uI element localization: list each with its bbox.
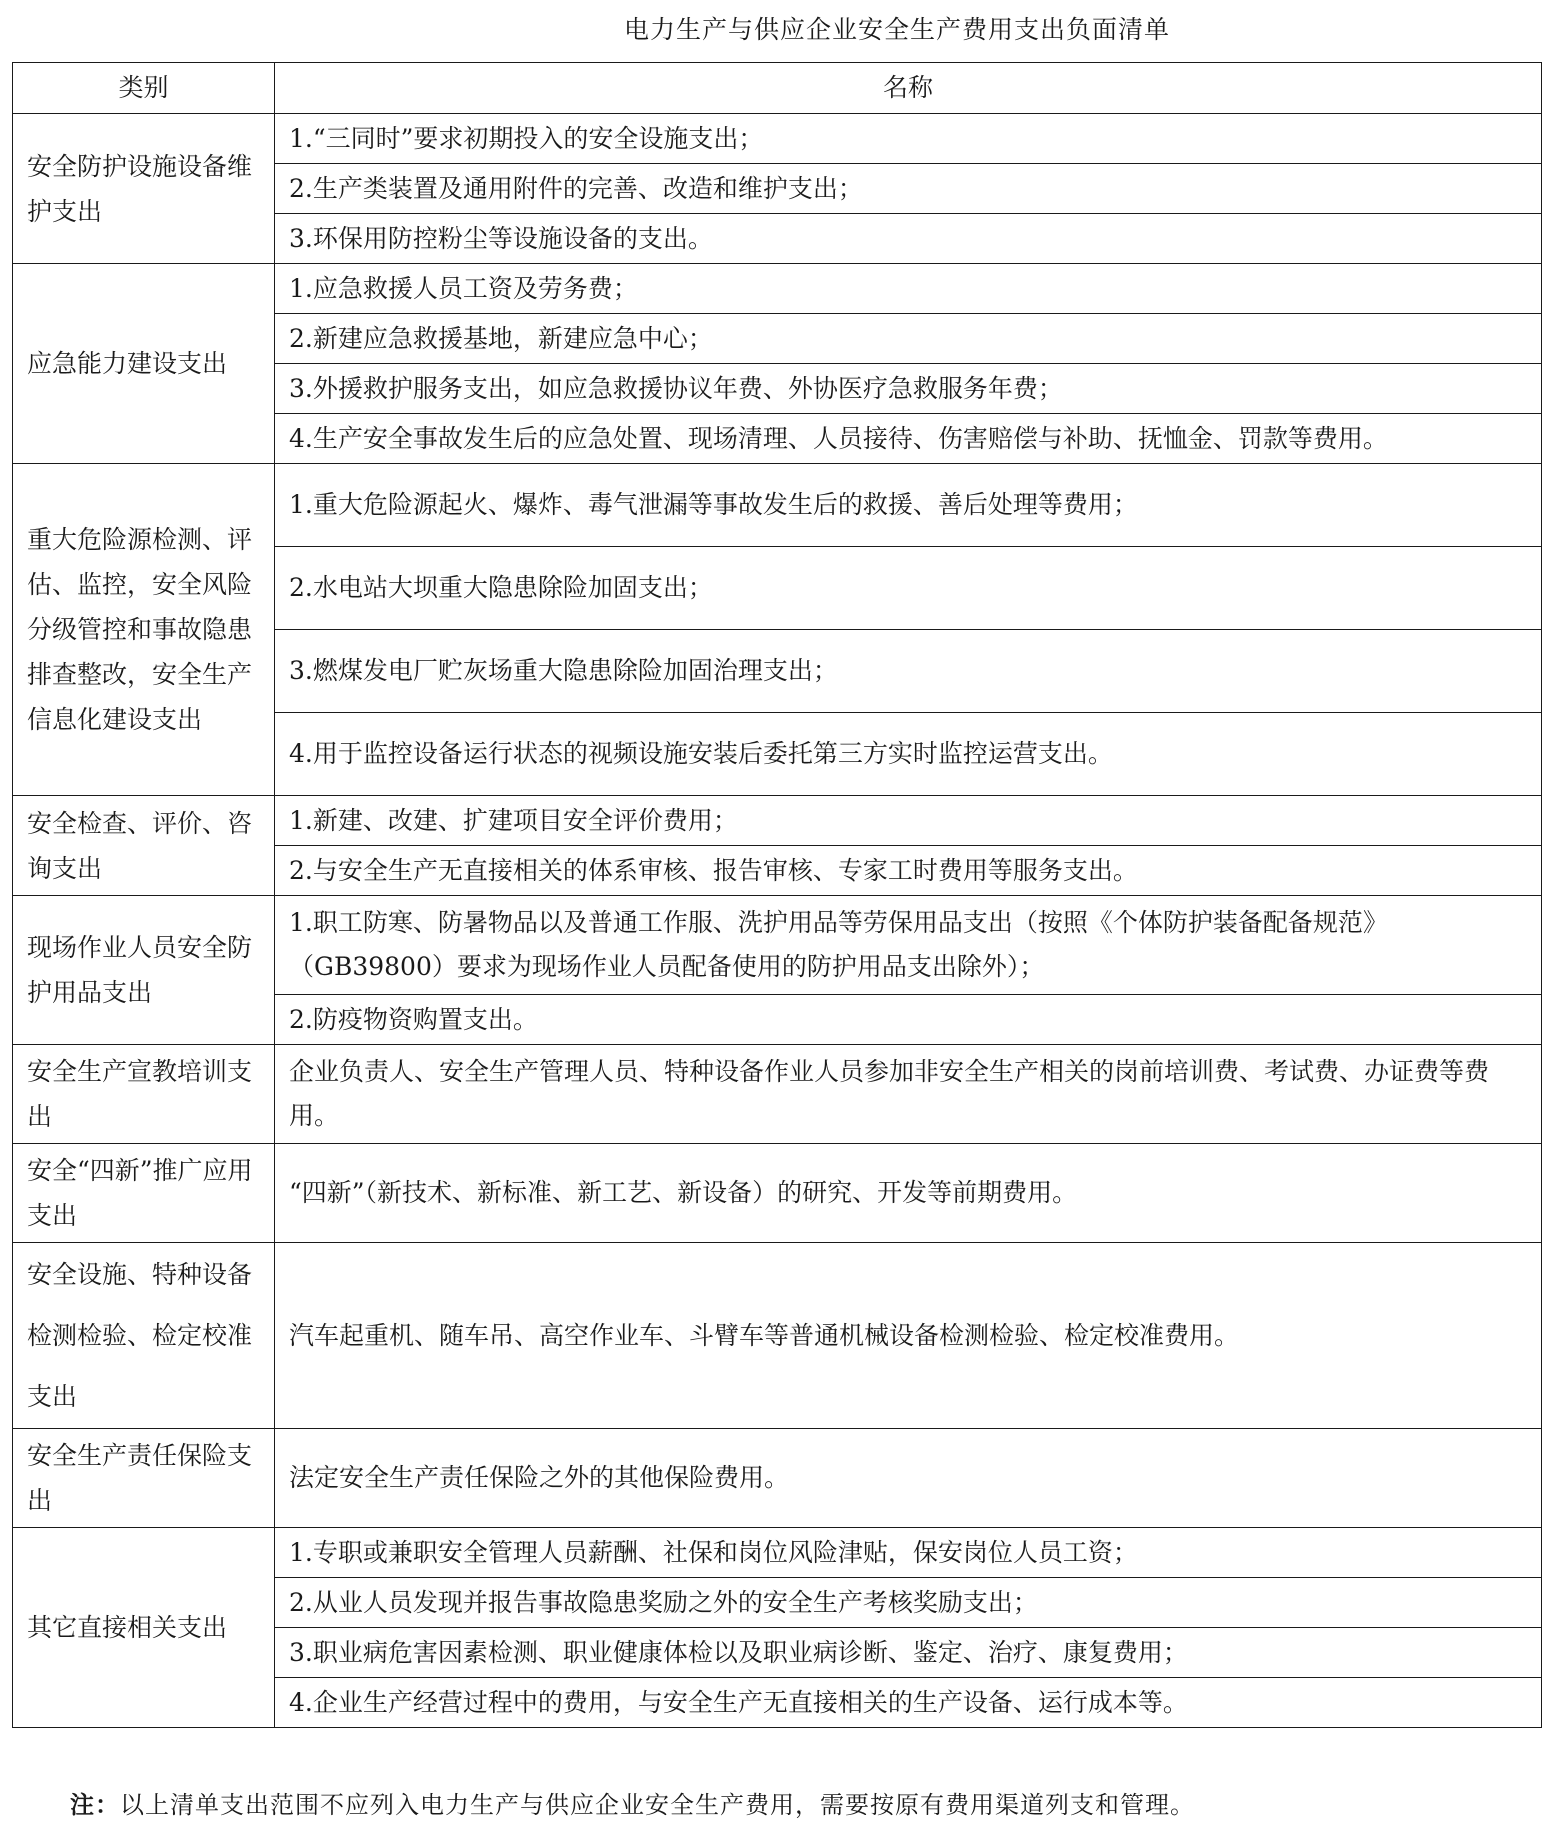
category-cell: 安全生产责任保险支出 (13, 1429, 275, 1528)
item-cell: 3.外援救护服务支出，如应急救援协议年费、外协医疗急救服务年费； (275, 364, 1542, 414)
category-cell: 应急能力建设支出 (13, 264, 275, 464)
header-name: 名称 (275, 63, 1542, 114)
item-cell: 2.与安全生产无直接相关的体系审核、报告审核、专家工时费用等服务支出。 (275, 846, 1542, 896)
category-cell: 安全生产宣教培训支出 (13, 1045, 275, 1144)
item-cell: 3.环保用防控粉尘等设施设备的支出。 (275, 214, 1542, 264)
table-row (13, 1429, 1542, 1528)
footnote-label: 注： (70, 1790, 120, 1819)
category-cell: 安全设施、特种设备检测检验、检定校准支出 (13, 1243, 275, 1429)
item-cell: 2.从业人员发现并报告事故隐患奖励之外的安全生产考核奖励支出； (275, 1578, 1542, 1628)
table-row (13, 1144, 1542, 1243)
category-cell: 安全检查、评价、咨询支出 (13, 796, 275, 896)
item-cell: 企业负责人、安全生产管理人员、特种设备作业人员参加非安全生产相关的岗前培训费、考试费、办证费等费用。 (275, 1045, 1542, 1144)
item-cell: 3.职业病危害因素检测、职业健康体检以及职业病诊断、鉴定、治疗、康复费用； (275, 1628, 1542, 1678)
table-row (13, 1045, 1542, 1144)
footnote (70, 1785, 1195, 1820)
item-cell: 4.企业生产经营过程中的费用，与安全生产无直接相关的生产设备、运行成本等。 (275, 1678, 1542, 1728)
table-row (13, 264, 1542, 314)
category-cell: 安全防护设施设备维护支出 (13, 114, 275, 264)
category-cell: 现场作业人员安全防护用品支出 (13, 896, 275, 1045)
item-cell: 2.水电站大坝重大隐患除险加固支出； (275, 547, 1542, 630)
header-category: 类别 (13, 63, 275, 114)
item-cell: 4.用于监控设备运行状态的视频设施安装后委托第三方实时监控运营支出。 (275, 713, 1542, 796)
item-cell: 汽车起重机、随车吊、高空作业车、斗臂车等普通机械设备检测检验、检定校准费用。 (275, 1243, 1542, 1429)
table-row (13, 464, 1542, 547)
item-cell: 1.应急救援人员工资及劳务费； (275, 264, 1542, 314)
footnote-text: 以上清单支出范围不应列入电力生产与供应企业安全生产费用，需要按原有费用渠道列支和管理。 (120, 1791, 1195, 1819)
item-cell: 法定安全生产责任保险之外的其他保险费用。 (275, 1429, 1542, 1528)
table-row (13, 1243, 1542, 1429)
item-cell: 2.新建应急救援基地，新建应急中心； (275, 314, 1542, 364)
page-title: 电力生产与供应企业安全生产费用支出负面清单 (623, 15, 1170, 44)
item-cell: 2.防疫物资购置支出。 (275, 995, 1542, 1045)
item-cell: 1.专职或兼职安全管理人员薪酬、社保和岗位风险津贴，保安岗位人员工资； (275, 1528, 1542, 1578)
category-cell: 其它直接相关支出 (13, 1528, 275, 1728)
item-cell: “四新”（新技术、新标准、新工艺、新设备）的研究、开发等前期费用。 (275, 1144, 1542, 1243)
category-cell: 重大危险源检测、评估、监控，安全风险分级管控和事故隐患排查整改，安全生产信息化建设支出 (13, 464, 275, 796)
table-row (13, 1528, 1542, 1578)
item-cell: 1.重大危险源起火、爆炸、毒气泄漏等事故发生后的救援、善后处理等费用； (275, 464, 1542, 547)
negative-list-table (12, 62, 1542, 1728)
item-cell: 3.燃煤发电厂贮灰场重大隐患除险加固治理支出； (275, 630, 1542, 713)
table-row (13, 796, 1542, 846)
category-cell: 安全“四新”推广应用支出 (13, 1144, 275, 1243)
item-cell: 1.“三同时”要求初期投入的安全设施支出； (275, 114, 1542, 164)
table-row (13, 114, 1542, 164)
item-cell: 2.生产类装置及通用附件的完善、改造和维护支出； (275, 164, 1542, 214)
item-cell: 1.职工防寒、防暑物品以及普通工作服、洗护用品等劳保用品支出（按照《个体防护装备配备规范》（GB39800）要求为现场作业人员配备使用的防护用品支出除外）； (275, 896, 1542, 995)
item-cell: 4.生产安全事故发生后的应急处置、现场清理、人员接待、伤害赔偿与补助、抚恤金、罚款等费用。 (275, 414, 1542, 464)
table-row (13, 896, 1542, 995)
item-cell: 1.新建、改建、扩建项目安全评价费用； (275, 796, 1542, 846)
table-header-row (13, 63, 1542, 114)
